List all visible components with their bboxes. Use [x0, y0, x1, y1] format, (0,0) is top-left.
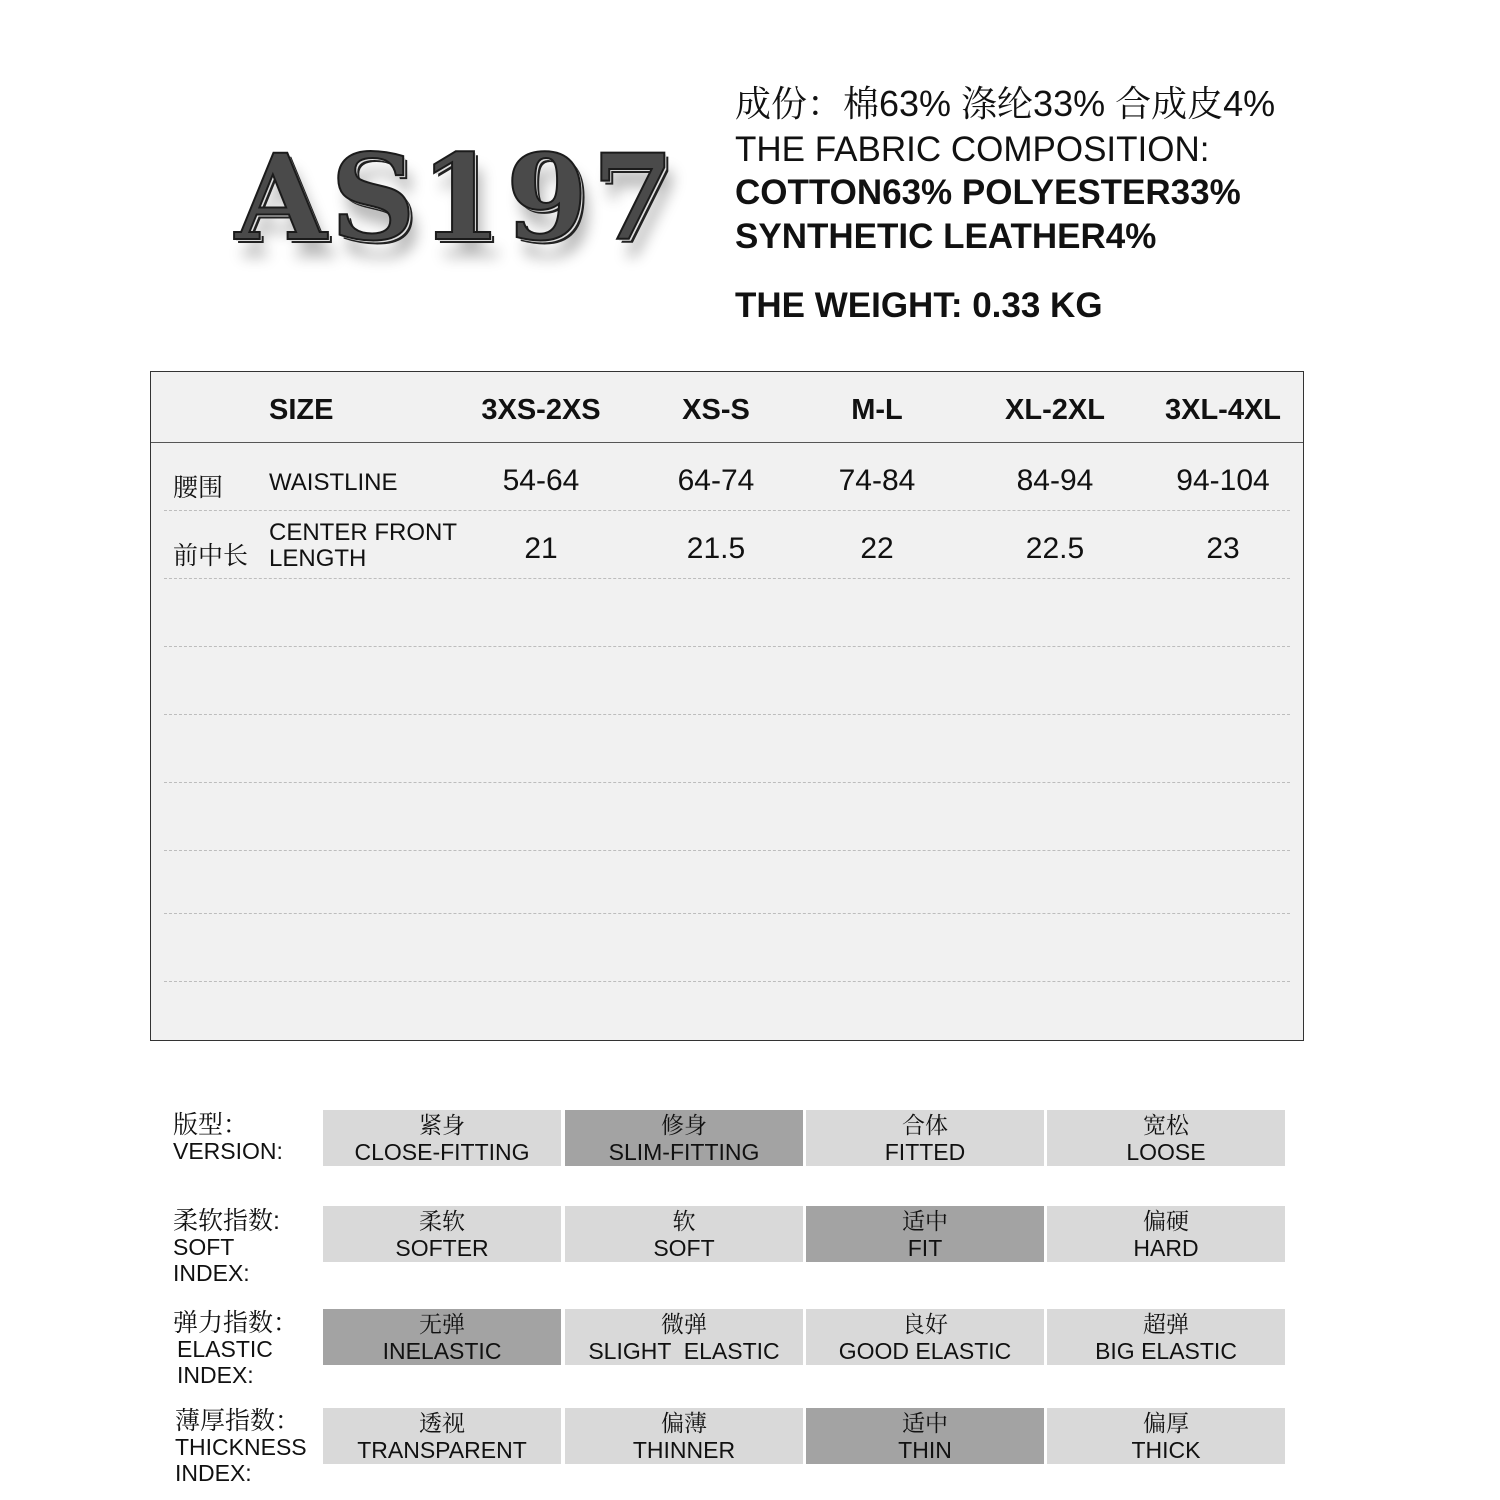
table-cell: 22: [860, 532, 894, 565]
attr-label-cn: 版型：: [173, 1111, 249, 1139]
option-en: CLOSE-FITTING: [354, 1139, 530, 1165]
row-label-cn: 腰围: [173, 474, 224, 502]
row-divider: [164, 646, 1290, 647]
option-thin[interactable]: [806, 1408, 1044, 1464]
composition-cn: 成份：棉63% 涤纶33% 合成皮4%: [735, 83, 1276, 124]
attr-label-en: VERSION:: [173, 1138, 283, 1164]
row-divider: [164, 578, 1290, 579]
brand-logo: AS197: [235, 128, 679, 267]
option-fitted[interactable]: [806, 1110, 1044, 1166]
attr-label-cn: 柔软指数:: [173, 1207, 280, 1235]
row-label-en-line: LENGTH: [269, 545, 367, 572]
attr-label-cn: 薄厚指数：: [175, 1407, 301, 1435]
option-cn: 合体: [902, 1112, 948, 1138]
option-cn: 修身: [661, 1112, 707, 1138]
row-divider: [164, 510, 1290, 511]
size-table: [150, 371, 1304, 1041]
composition-en-line2: SYNTHETIC LEATHER4%: [735, 217, 1157, 256]
size-col-header: XL-2XL: [1005, 394, 1105, 426]
option-cn: 适中: [902, 1410, 948, 1436]
option-cn: 良好: [902, 1311, 948, 1337]
option-en: HARD: [1133, 1235, 1199, 1261]
composition-en-line1: COTTON63% POLYESTER33%: [735, 173, 1241, 212]
attr-label-cn: 弹力指数：: [173, 1309, 299, 1337]
option-hard[interactable]: [1047, 1206, 1285, 1262]
option-en: THIN: [898, 1437, 952, 1463]
option-en: FITTED: [884, 1139, 966, 1165]
row-label-en: WAISTLINE: [269, 469, 398, 496]
size-col-header: M-L: [851, 394, 903, 426]
option-en: LOOSE: [1126, 1139, 1206, 1165]
attr-label: [173, 1112, 283, 1164]
option-cn: 软: [672, 1208, 696, 1234]
row-divider: [164, 782, 1290, 783]
size-col-header: 3XL-4XL: [1164, 394, 1282, 426]
option-thinner[interactable]: [565, 1408, 803, 1464]
table-cell: 23: [1206, 532, 1240, 565]
attr-label-en: SOFT: [173, 1234, 235, 1260]
size-header: SIZE: [269, 394, 334, 426]
row-label-cn: 前中长: [173, 542, 249, 570]
option-loose[interactable]: [1047, 1110, 1285, 1166]
composition-en-label: THE FABRIC COMPOSITION:: [735, 130, 1210, 169]
option-cn: 适中: [902, 1208, 948, 1234]
table-cell: 54-64: [502, 464, 580, 497]
option-en: SOFT: [653, 1235, 715, 1261]
option-cn: 微弹: [661, 1311, 707, 1337]
option-cn: 透视: [419, 1410, 465, 1436]
option-big-elastic[interactable]: [1047, 1309, 1285, 1365]
table-cell: 21: [524, 532, 558, 565]
attr-label-en: ELASTIC: [177, 1336, 273, 1362]
table-cell: 21.5: [686, 532, 746, 565]
option-cn: 宽松: [1143, 1112, 1189, 1138]
size-col-header: 3XS-2XS: [481, 394, 601, 426]
row-divider: [164, 714, 1290, 715]
option-cn: 偏硬: [1143, 1208, 1189, 1234]
option-en: BIG ELASTIC: [1095, 1338, 1237, 1364]
option-cn: 无弹: [419, 1311, 465, 1337]
option-transparent[interactable]: [323, 1408, 561, 1464]
option-cn: 超弹: [1143, 1311, 1189, 1337]
option-cn: 紧身: [419, 1112, 465, 1138]
option-inelastic[interactable]: [323, 1309, 561, 1365]
row-divider: [164, 913, 1290, 914]
option-slight-elastic[interactable]: [565, 1309, 803, 1365]
option-close-fitting[interactable]: [323, 1110, 561, 1166]
option-en: INELASTIC: [382, 1338, 502, 1364]
option-good-elastic[interactable]: [806, 1309, 1044, 1365]
option-cn: 偏薄: [661, 1410, 707, 1436]
attr-label-en: INDEX:: [177, 1362, 254, 1388]
option-cn: 柔软: [419, 1208, 465, 1234]
table-cell: 84-94: [1016, 464, 1094, 497]
attr-label: [173, 1208, 280, 1286]
option-softer[interactable]: [323, 1206, 561, 1262]
attr-label: [173, 1310, 298, 1388]
weight-text: THE WEIGHT: 0.33 KG: [735, 286, 1103, 325]
option-cn: 偏厚: [1143, 1410, 1189, 1436]
option-en: SOFTER: [395, 1235, 489, 1261]
row-divider: [164, 981, 1290, 982]
table-cell: 22.5: [1025, 532, 1085, 565]
attr-label-en: THICKNESS: [175, 1434, 307, 1460]
option-en: SLIM-FITTING: [608, 1139, 760, 1165]
option-fit[interactable]: [806, 1206, 1044, 1262]
row-label-en-line: CENTER FRONT: [269, 519, 457, 546]
option-thick[interactable]: [1047, 1408, 1285, 1464]
option-en: SLIGHT ELASTIC: [588, 1338, 780, 1364]
row-divider: [164, 850, 1290, 851]
attr-label-en: INDEX:: [173, 1260, 250, 1286]
header-divider: [151, 442, 1303, 443]
option-en: FIT: [907, 1235, 943, 1261]
option-en: THICK: [1131, 1437, 1201, 1463]
option-en: TRANSPARENT: [357, 1437, 527, 1463]
table-cell: 74-84: [838, 464, 916, 497]
option-slim-fitting[interactable]: [565, 1110, 803, 1166]
option-en: THINNER: [632, 1437, 736, 1463]
option-en: GOOD ELASTIC: [838, 1338, 1012, 1364]
table-cell: 94-104: [1176, 464, 1270, 497]
attr-label: [175, 1408, 307, 1486]
row-label-en: [269, 520, 457, 572]
size-col-header: XS-S: [682, 394, 750, 426]
attr-label-en: INDEX:: [175, 1460, 252, 1486]
table-cell: 64-74: [677, 464, 755, 497]
option-soft[interactable]: [565, 1206, 803, 1262]
